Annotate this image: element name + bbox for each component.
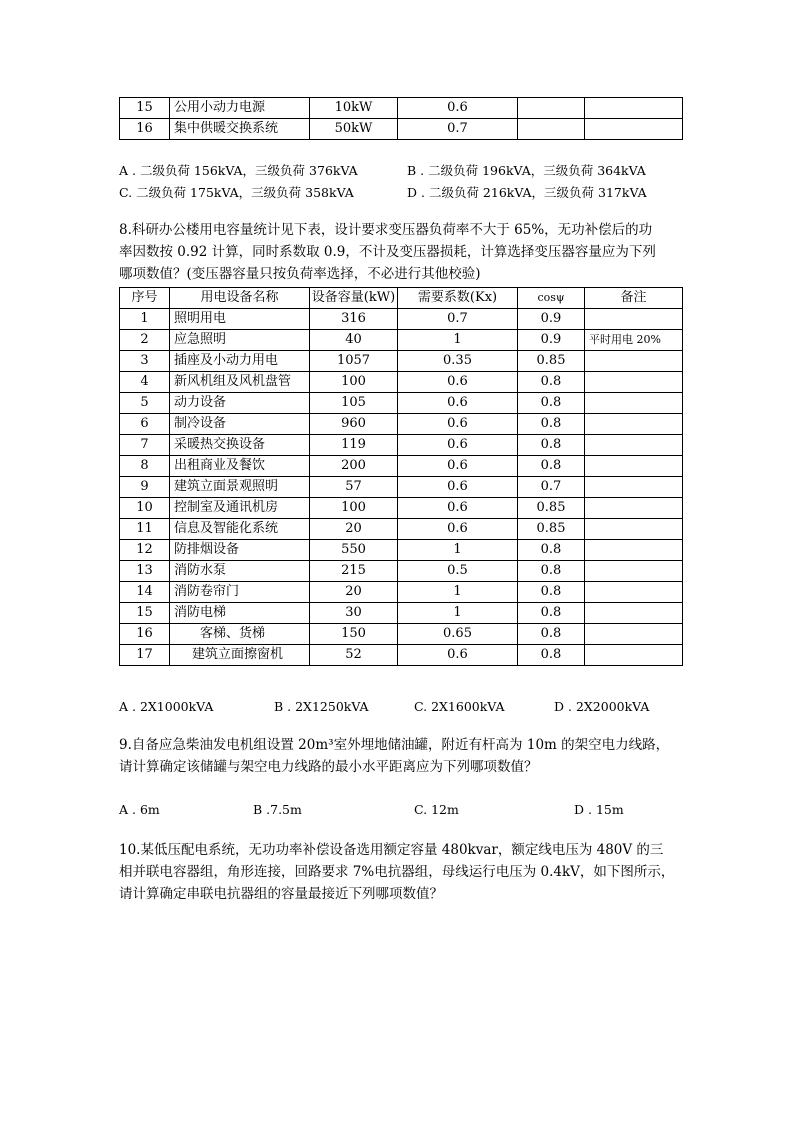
- cell-note: [585, 603, 683, 624]
- cell-no: 4: [120, 372, 170, 393]
- cell-name: 集中供暖交换系统: [170, 119, 310, 140]
- table-row: [120, 330, 683, 351]
- table-row: [120, 624, 683, 645]
- q8-option-a: A . 2X1000kVA: [119, 699, 214, 714]
- cell-no: 6: [120, 414, 170, 435]
- cell-capacity: 200: [310, 456, 398, 477]
- cell-demand-factor: 1: [398, 603, 518, 624]
- table-row: [120, 519, 683, 540]
- cell-name: 建筑立面景观照明: [170, 477, 310, 498]
- q8-option-b: B . 2X1250kVA: [274, 699, 369, 714]
- cell-no: 17: [120, 645, 170, 666]
- cell-note: [585, 98, 683, 119]
- cell-capacity: 52: [310, 645, 398, 666]
- cell-name: 动力设备: [170, 393, 310, 414]
- cell-demand-factor: 0.7: [398, 309, 518, 330]
- cell-demand-factor: 0.6: [398, 372, 518, 393]
- cell-cos: 0.85: [518, 351, 585, 372]
- cell-no: 2: [120, 330, 170, 351]
- cell-no: 8: [120, 456, 170, 477]
- cell-demand-factor: 0.6: [398, 477, 518, 498]
- q9-option-b: B .7.5m: [253, 802, 302, 817]
- cell-capacity: 30: [310, 603, 398, 624]
- table-row: [120, 540, 683, 561]
- cell-note: [585, 351, 683, 372]
- cell-cos: 0.8: [518, 435, 585, 456]
- cell-capacity: 100: [310, 498, 398, 519]
- cell-demand-factor: 1: [398, 330, 518, 351]
- cell-no: 12: [120, 540, 170, 561]
- cell-capacity: 20: [310, 519, 398, 540]
- cell-capacity: 1057: [310, 351, 398, 372]
- cell-cos: 0.8: [518, 603, 585, 624]
- cell-name: 新风机组及风机盘管: [170, 372, 310, 393]
- cell-name: 信息及智能化系统: [170, 519, 310, 540]
- cell-note: [585, 435, 683, 456]
- cell-cos: [518, 119, 585, 140]
- cell-note: [585, 456, 683, 477]
- table-row: [120, 119, 683, 140]
- cell-capacity: 316: [310, 309, 398, 330]
- cell-name: 控制室及通讯机房: [170, 498, 310, 519]
- cell-capacity: 40: [310, 330, 398, 351]
- q7-option-a: A . 二级负荷 156kVA，三级负荷 376kVA: [119, 163, 358, 178]
- q7-options: [119, 160, 689, 210]
- cell-no: 5: [120, 393, 170, 414]
- cell-demand-factor: 1: [398, 540, 518, 561]
- cell-cos: 0.8: [518, 456, 585, 477]
- q8-line-3: 哪项数值？(变压器容量只按负荷率选择，不必进行其他校验): [119, 266, 481, 282]
- table-row: [120, 645, 683, 666]
- cell-demand-factor: 0.6: [398, 498, 518, 519]
- table-row: [120, 309, 683, 330]
- cell-demand-factor: 0.6: [398, 456, 518, 477]
- cell-note: [585, 645, 683, 666]
- cell-name: 采暖热交换设备: [170, 435, 310, 456]
- q7-option-c: C. 二级负荷 175kVA，三级负荷 358kVA: [119, 185, 354, 200]
- table-row: [120, 351, 683, 372]
- q9-question: [119, 734, 684, 778]
- cell-cos: 0.8: [518, 624, 585, 645]
- q9-line-2: 请计算确定该储罐与架空电力线路的最小水平距离应为下列哪项数值？: [119, 759, 538, 775]
- cell-cos: 0.85: [518, 498, 585, 519]
- cell-name: 插座及小动力用电: [170, 351, 310, 372]
- cell-name: 建筑立面擦窗机: [170, 645, 310, 666]
- header-no: 序号: [120, 288, 170, 309]
- table-row: [120, 603, 683, 624]
- table-row: [120, 498, 683, 519]
- cell-name: 消防水泵: [170, 561, 310, 582]
- cell-capacity: 57: [310, 477, 398, 498]
- cell-cos: 0.85: [518, 519, 585, 540]
- cell-name: 照明用电: [170, 309, 310, 330]
- cell-cos: 0.9: [518, 330, 585, 351]
- cell-no: 15: [120, 98, 170, 119]
- q10-line-2: 相并联电容器组，角形连接，回路要求 7%电抗器组，母线运行电压为 0.4kV，如下图所示，: [119, 864, 675, 880]
- q8-options: [119, 696, 689, 720]
- cell-demand-factor: 0.7: [398, 119, 518, 140]
- cell-name: 应急照明: [170, 330, 310, 351]
- cell-capacity: 20: [310, 582, 398, 603]
- cell-no: 16: [120, 119, 170, 140]
- cell-demand-factor: 0.6: [398, 98, 518, 119]
- cell-demand-factor: 0.6: [398, 645, 518, 666]
- cell-capacity: 150: [310, 624, 398, 645]
- cell-name: 出租商业及餐饮: [170, 456, 310, 477]
- table-row: [120, 372, 683, 393]
- cell-demand-factor: 0.6: [398, 393, 518, 414]
- cell-note: [585, 119, 683, 140]
- cell-no: 15: [120, 603, 170, 624]
- q8-line-1: 8.科研办公楼用电容量统计见下表，设计要求变压器负荷率不大于 65%，无功补偿后的功: [119, 222, 653, 238]
- cell-cos: 0.8: [518, 645, 585, 666]
- q7-option-b: B . 二级负荷 196kVA，三级负荷 364kVA: [407, 163, 646, 178]
- q8-option-d: D . 2X2000kVA: [554, 699, 650, 714]
- cell-note: [585, 582, 683, 603]
- table-row: [120, 414, 683, 435]
- cell-demand-factor: 0.5: [398, 561, 518, 582]
- q8-table: [119, 287, 683, 666]
- cell-demand-factor: 0.6: [398, 435, 518, 456]
- cell-name: 制冷设备: [170, 414, 310, 435]
- q9-line-1: 9.自备应急柴油发电机组设置 20m³室外埋地储油罐，附近有杆高为 10m 的架空电力线路，: [119, 737, 670, 753]
- cell-no: 7: [120, 435, 170, 456]
- cell-capacity: 960: [310, 414, 398, 435]
- cell-no: 13: [120, 561, 170, 582]
- cell-note: [585, 414, 683, 435]
- table-row: [120, 393, 683, 414]
- cell-no: 16: [120, 624, 170, 645]
- cell-name: 消防卷帘门: [170, 582, 310, 603]
- cell-name: 消防电梯: [170, 603, 310, 624]
- q9-option-d: D . 15m: [574, 802, 624, 817]
- cell-note: [585, 372, 683, 393]
- cell-note: [585, 498, 683, 519]
- cell-no: 14: [120, 582, 170, 603]
- q7-option-d: D . 二级负荷 216kVA，三级负荷 317kVA: [407, 185, 647, 200]
- cell-capacity: 100: [310, 372, 398, 393]
- q10-question: [119, 839, 684, 905]
- q8-question: [119, 219, 684, 285]
- header-name: 用电设备名称: [170, 288, 310, 309]
- cell-note: [585, 561, 683, 582]
- header-note: 备注: [585, 288, 683, 309]
- cell-cos: 0.9: [518, 309, 585, 330]
- cell-demand-factor: 1: [398, 582, 518, 603]
- cell-note: 平时用电 20%: [585, 330, 683, 351]
- cell-no: 10: [120, 498, 170, 519]
- cell-note: [585, 624, 683, 645]
- cell-name: 客梯、货梯: [170, 624, 310, 645]
- cell-note: [585, 477, 683, 498]
- table-row: [120, 456, 683, 477]
- q8-option-c: C. 2X1600kVA: [414, 699, 505, 714]
- cell-name: 防排烟设备: [170, 540, 310, 561]
- cell-no: 1: [120, 309, 170, 330]
- cell-cos: 0.8: [518, 540, 585, 561]
- cell-cos: 0.8: [518, 561, 585, 582]
- table-row: [120, 477, 683, 498]
- cell-demand-factor: 0.6: [398, 414, 518, 435]
- cell-no: 11: [120, 519, 170, 540]
- cell-cos: 0.8: [518, 582, 585, 603]
- cell-note: [585, 519, 683, 540]
- cell-demand-factor: 0.65: [398, 624, 518, 645]
- q8-table-header: [120, 288, 683, 309]
- cell-no: 9: [120, 477, 170, 498]
- cell-capacity: 10kW: [310, 98, 398, 119]
- cell-demand-factor: 0.35: [398, 351, 518, 372]
- cell-capacity: 215: [310, 561, 398, 582]
- cell-cos: 0.7: [518, 477, 585, 498]
- cell-name: 公用小动力电源: [170, 98, 310, 119]
- cell-demand-factor: 0.6: [398, 519, 518, 540]
- header-cap: 设备容量(kW): [310, 288, 398, 309]
- cell-no: 3: [120, 351, 170, 372]
- cell-cos: [518, 98, 585, 119]
- table-row: [120, 435, 683, 456]
- q9-option-a: A . 6m: [119, 802, 160, 817]
- q9-options: [119, 799, 689, 823]
- cell-capacity: 119: [310, 435, 398, 456]
- cell-cos: 0.8: [518, 414, 585, 435]
- q8-line-2: 率因数按 0.92 计算，同时系数取 0.9，不计及变压器损耗，计算选择变压器容量应为下列: [119, 244, 656, 260]
- cell-cos: 0.8: [518, 393, 585, 414]
- cell-note: [585, 540, 683, 561]
- cell-cos: 0.8: [518, 372, 585, 393]
- cell-capacity: 50kW: [310, 119, 398, 140]
- top-table: [119, 97, 683, 140]
- q10-line-1: 10.某低压配电系统，无功功率补偿设备选用额定容量 480kvar，额定线电压为 480V 的三: [119, 842, 664, 858]
- cell-note: [585, 309, 683, 330]
- table-row: [120, 561, 683, 582]
- cell-capacity: 105: [310, 393, 398, 414]
- header-kx: 需要系数(Kx): [398, 288, 518, 309]
- cell-capacity: 550: [310, 540, 398, 561]
- cell-note: [585, 393, 683, 414]
- header-cos: cosψ: [518, 288, 585, 309]
- table-row: [120, 582, 683, 603]
- q9-option-c: C. 12m: [414, 802, 459, 817]
- q10-line-3: 请计算确定串联电抗器组的容量最接近下列哪项数值？: [119, 886, 443, 902]
- table-row: [120, 98, 683, 119]
